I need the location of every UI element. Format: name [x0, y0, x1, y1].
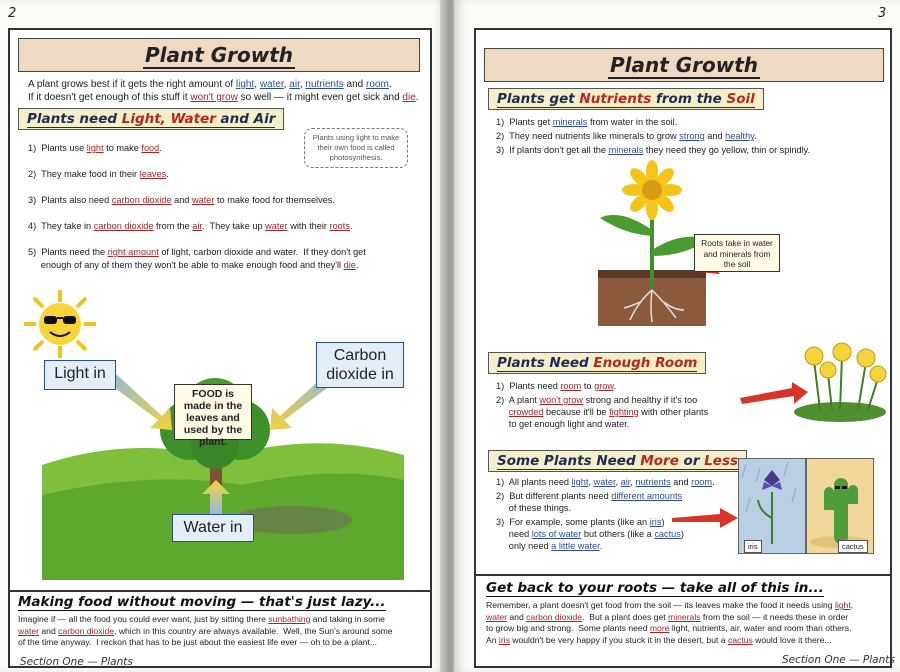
list-item: 3) For example, some plants (like an iris): [496, 517, 665, 527]
carbon-dioxide-in-label: Carbon dioxide in: [316, 342, 404, 388]
list-item: of these things.: [496, 503, 572, 513]
section-label: Section One — Plants: [782, 654, 895, 666]
page-title: Plant Growth: [18, 38, 420, 72]
page-number: 3: [878, 6, 887, 21]
section-label: Section One — Plants: [20, 656, 133, 668]
list-item: 1) All plants need light, water, air, nutrients and room.: [496, 477, 715, 487]
roots-label: Roots take in water and minerals from the soil: [694, 234, 780, 272]
iris-arrow: [672, 506, 742, 530]
section-heading-nutrients: Plants get Nutrients from the Soil: [488, 88, 764, 110]
page-number: 2: [8, 6, 17, 21]
list-item: 3) If plants don't get all the minerals they need they go yellow, thin or spindly.: [496, 145, 811, 155]
crowded-flowers-illustration: [740, 336, 890, 426]
intro-text: A plant grows best if it gets the right amount of light, water, air, nutrients and room. If it doesn't get enough of this stuff it won't grow so well — it might even get sick and die.: [28, 79, 419, 103]
right-page: [454, 0, 900, 672]
cactus-tag: cactus: [838, 540, 868, 553]
list-item: need lots of water but others (like a cactus): [496, 529, 684, 539]
sun-icon: [24, 290, 96, 358]
list-item: to get enough light and water.: [496, 419, 630, 429]
light-water-air-list: [28, 142, 428, 282]
footer-title: Get back to your roots — take all of this in...: [486, 580, 824, 596]
list-item: 4) They take in carbon dioxide from the air. They take up water with their roots.: [28, 221, 353, 231]
list-item: only need a little water.: [496, 541, 603, 551]
iris-tag: iris: [744, 540, 762, 553]
crowded-arrow: [740, 382, 808, 404]
list-item: enough of any of them they won't be able to make enough food and they'll die.: [28, 260, 359, 270]
water-in-label: Water in: [172, 514, 254, 542]
list-item: 2) A plant won't grow strong and healthy if it's too: [496, 395, 698, 405]
footer-text: Remember, a plant doesn't get food from the soil — its leaves make the food it needs using light, water and carbon dioxide. But a plant does get minerals from the soil — it needs these in order to grow big and strong. Some plants need more light, nutrients, air, water and room than others. An iris wouldn't be very happy if you stuck it in the desert, but a cactus would love it there...: [486, 600, 854, 645]
list-item: crowded because it'll be fighting with other plants: [508, 407, 709, 417]
list-item: 2) They make food in their leaves.: [28, 169, 169, 179]
footer-title: Making food without moving — that's just lazy...: [18, 594, 386, 610]
list-item: 3) Plants also need carbon dioxide and water to make food for themselves.: [28, 195, 335, 205]
section-heading-light-water-air: Plants need Light, Water and Air: [18, 108, 284, 130]
footer-text: Imagine if — all the food you could ever want, just by sitting there sunbathing and taking in some water and carbon dioxide, which in this country are always available. Well, the Sun's around some of the time anyway. I reckon that has to be just about the easiest life ever — oh to be a plant...: [18, 614, 393, 647]
list-item: 1) Plants use light to make food.: [28, 143, 162, 153]
list-item: 2) But different plants need different amounts: [496, 491, 683, 501]
list-item: 1) Plants get minerals from water in the soil.: [496, 117, 678, 127]
enough-room-list: [496, 380, 746, 436]
list-item: 2) They need nutrients like minerals to grow strong and healthy.: [496, 131, 757, 141]
list-item: 5) Plants need the right amount of light, carbon dioxide and water. If they don't get: [28, 247, 366, 257]
section-heading-enough-room: Plants Need Enough Room: [488, 352, 706, 374]
nutrients-list: [496, 116, 886, 160]
page-title: Plant Growth: [484, 48, 884, 82]
food-label: FOOD is made in the leaves and used by the plant.: [174, 384, 252, 440]
light-in-label: Light in: [44, 360, 116, 390]
photosynthesis-note: Plants using light to make their own food is called photosynthesis.: [304, 128, 408, 168]
section-heading-more-or-less: Some Plants Need More or Less: [488, 450, 747, 472]
list-item: 1) Plants need room to grow.: [496, 381, 617, 391]
left-page: [0, 0, 446, 672]
